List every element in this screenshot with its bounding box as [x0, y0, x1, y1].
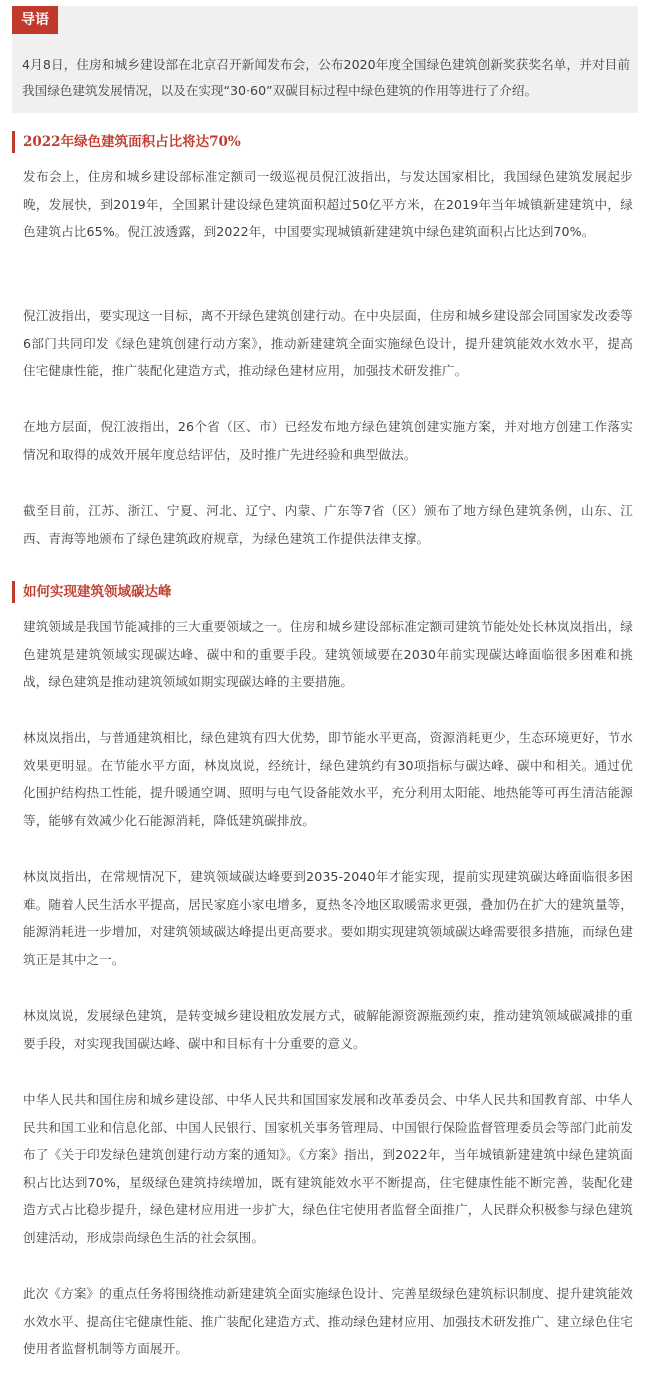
- paragraph: 林岚岚说，发展绿色建筑，是转变城乡建设粗放发展方式，破解能源资源瓶颈约束，推动建筑领域碳减排的重要手段，对实现我国碳达峰、碳中和目标有十分重要的意义。: [23, 1008, 633, 1051]
- paragraph: 建筑领域是我国节能减排的三大重要领域之一。住房和城乡建设部标准定额司建筑节能处处长林岚岚指出，绿色建筑是建筑领域实现碳达峰、碳中和的重要手段。建筑领域要在2030年前实现碳达峰面临很多困难和挑战，绿色建筑是推动建筑领域如期实现碳达峰的主要措施。: [23, 619, 633, 690]
- intro-text: 4月8日，住房和城乡建设部在北京召开新闻发布会，公布2020年度全国绿色建筑创新奖获奖名单，并对目前我国绿色建筑发展情况，以及在实现“30·60”双碳目标过程中绿色建筑的作用等进行了介绍。: [22, 57, 630, 98]
- paragraph: 发布会上，住房和城乡建设部标准定额司一级巡视员倪江波指出，与发达国家相比，我国绿色建筑发展起步晚，发展快，到2019年，全国累计建设绿色建筑面积超过50亿平方米，在2019年当年城镇新建建筑中，绿色建筑占比65%。倪江波透露，到2022年，中国要实现城镇新建建筑中绿色建筑面积占比达到70%。: [23, 169, 633, 240]
- paragraph: 林岚岚指出，在常规情况下，建筑领域碳达峰要到2035-2040年才能实现，提前实现建筑碳达峰面临很多困难。随着人民生活水平提高，居民家庭小家电增多，夏热冬冷地区取暖需求更强，叠加仍在扩大的建筑量等，能源消耗进一步增加，对建筑领域碳达峰提出更高要求。要如期实现建筑领域碳达峰需要很多措施，而绿色建筑正是其中之一。: [23, 869, 633, 967]
- intro-badge: 导语: [12, 6, 58, 34]
- paragraph: 此次《方案》的重点任务将围绕推动新建建筑全面实施绿色设计、完善星级绿色建筑标识制度、提升建筑能效水效水平、提高住宅健康性能、推广装配化建造方式、推动绿色建材应用、加强技术研发推广、建立绿色住宅使用者监督机制等方面展开。: [23, 1286, 633, 1357]
- paragraph: 截至目前，江苏、浙江、宁夏、河北、辽宁、内蒙、广东等7省（区）颁布了地方绿色建筑条例，山东、江西、青海等地颁布了绿色建筑政府规章，为绿色建筑工作提供法律支撑。: [23, 503, 633, 546]
- paragraph: 在地方层面，倪江波指出，26个省（区、市）已经发布地方绿色建筑创建实施方案，并对地方创建工作落实情况和取得的成效开展年度总结评估，及时推广先进经验和典型做法。: [23, 419, 633, 462]
- section-title-carbon-peak: 如何实现建筑领域碳达峰: [12, 581, 643, 603]
- paragraph: 林岚岚指出，与普通建筑相比，绿色建筑有四大优势，即节能水平更高，资源消耗更少，生态环境更好，节水效果更明显。在节能水平方面，林岚岚说，经统计，绿色建筑约有30项指标与碳达峰、碳中和相关。通过优化围护结构热工性能，提升暖通空调、照明与电气设备能效水平，充分利用太阳能、地热能等可再生清洁能源等，能够有效减少化石能源消耗，降低建筑碳排放。: [23, 730, 633, 828]
- paragraph: 倪江波指出，要实现这一目标，离不开绿色建筑创建行动。在中央层面，住房和城乡建设部会同国家发改委等6部门共同印发《绿色建筑创建行动方案》，推动新建建筑全面实施绿色设计，提升建筑能效水效水平，提高住宅健康性能，推广装配化建造方式，推动绿色建材应用，加强技术研发推广。: [23, 308, 633, 379]
- section-title-green-area: 2022年绿色建筑面积占比将达70%: [12, 131, 643, 153]
- intro-box: [12, 6, 638, 113]
- paragraph: 中华人民共和国住房和城乡建设部、中华人民共和国国家发展和改革委员会、中华人民共和国教育部、中华人民共和国工业和信息化部、中国人民银行、国家机关事务管理局、中国银行保险监督管理委员会等部门此前发布了《关于印发绿色建筑创建行动方案的通知》。《方案》指出，到2022年，当年城镇新建建筑中绿色建筑面积占比达到70%，星级绿色建筑持续增加，既有建筑能效水平不断提高，住宅健康性能不断完善，装配化建造方式占比稳步提升，绿色建材应用进一步扩大，绿色住宅使用者监督全面推广，人民群众积极参与绿色建筑创建活动，形成崇尚绿色生活的社会氛围。: [23, 1092, 633, 1245]
